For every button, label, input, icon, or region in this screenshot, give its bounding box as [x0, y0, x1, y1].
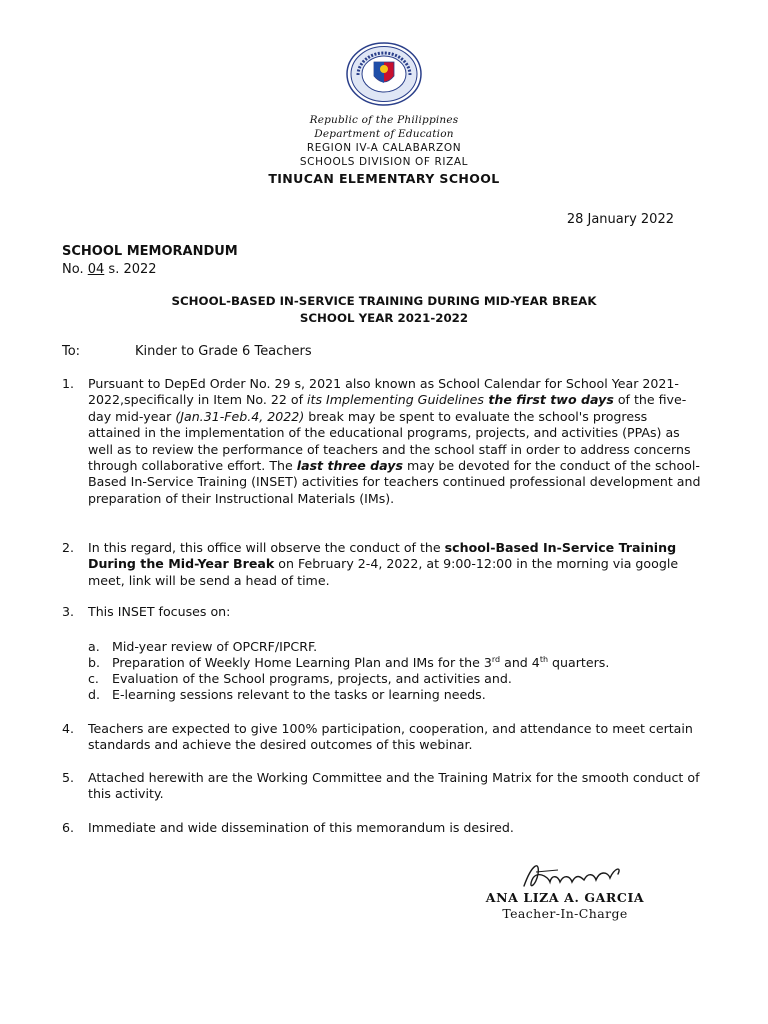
item-number: 2.	[62, 540, 75, 555]
item1-text-a: Pursuant to DepEd Order No. 29 s, 2021 also known as School Calendar for School Year 2021-2022,specifically in Item No. 22 of	[88, 376, 679, 408]
item-text: Attached herewith are the Working Committee and the Training Matrix for the smooth conduct of this activity.	[88, 770, 700, 802]
focus-b-text-b: and 4	[500, 655, 540, 670]
item1-text-h: may be devoted for the conduct of the school-Based In-Service Training (INSET) activities for teachers continued professional development and preparation of their Instructional Materials (IMs).	[88, 458, 701, 506]
focus-b-text-a: Preparation of Weekly Home Learning Plan and IMs for the 3	[112, 655, 492, 670]
school-name: TINUCAN ELEMENTARY SCHOOL	[268, 171, 500, 186]
handwritten-signature-icon	[518, 856, 628, 894]
item-number: 3.	[62, 604, 75, 619]
item1-text-c: the first two days	[483, 392, 614, 408]
subject-line-2: SCHOOL YEAR 2021-2022	[299, 311, 469, 325]
region-line: REGION IV-A CALABARZON	[306, 142, 462, 154]
item-text: Teachers are expected to give 100% participation, cooperation, and attendance to meet certain standards and achieve the desired outcomes of this webinar.	[88, 721, 693, 753]
item-number: 4.	[62, 721, 75, 736]
focus-text: E-learning sessions relevant to the tasks or learning needs.	[112, 687, 486, 702]
item-text: This INSET focuses on:	[88, 604, 231, 619]
department-line: Department of Education	[314, 128, 454, 140]
item-text	[88, 376, 702, 507]
item-number: 6.	[62, 820, 75, 835]
memo-date: 28 January 2022	[566, 212, 674, 227]
signatory-name: ANA LIZA A. GARCIA	[485, 890, 645, 905]
item1-text-b: its Implementing Guidelines	[307, 392, 484, 408]
focus-b-sup-1: rd	[491, 654, 501, 664]
to-recipients: Kinder to Grade 6 Teachers	[135, 344, 312, 359]
focus-letter: d.	[88, 687, 100, 702]
item2-text-a: In this regard, this office will observe the conduct of the	[88, 540, 445, 555]
focus-letter: b.	[88, 655, 100, 670]
item1-text-g: last three days	[296, 458, 403, 474]
item2-text-b: school-Based In-Service Training During the Mid-Year Break	[88, 540, 677, 572]
focus-letter: a.	[88, 639, 100, 654]
item-number: 5.	[62, 770, 75, 785]
focus-letter: c.	[88, 671, 99, 686]
to-label: To:	[62, 344, 81, 359]
item2-text-c: on February 2-4, 2022, at 9:00-12:00 in the morning via google meet, link will be send a head of time.	[88, 556, 679, 588]
focus-text: Evaluation of the School programs, projects, and activities and.	[112, 671, 512, 686]
memo-no-value: 04	[87, 262, 105, 277]
republic-line: Republic of the Philippines	[309, 114, 459, 126]
item-text	[88, 540, 702, 589]
memo-no-prefix: No.	[62, 262, 84, 277]
memo-no-suffix: s. 2022	[108, 262, 157, 277]
item-text: Immediate and wide dissemination of this memorandum is desired.	[88, 820, 514, 835]
division-line: SCHOOLS DIVISION OF RIZAL	[299, 156, 469, 168]
focus-b-text-c: quarters.	[548, 655, 610, 670]
focus-text: Mid-year review of OPCRF/IPCRF.	[112, 639, 318, 654]
signatory-role: Teacher-In-Charge	[502, 906, 628, 921]
deped-seal-icon	[346, 42, 422, 106]
subject-line-1: SCHOOL-BASED IN-SERVICE TRAINING DURING MID-YEAR BREAK	[171, 294, 597, 308]
memo-number	[62, 262, 157, 277]
focus-text	[112, 655, 609, 671]
memo-title: SCHOOL MEMORANDUM	[62, 244, 238, 259]
item1-text-f: break may be spent to evaluate the school's progress attained in the implementation of the educational programs, projects, and activities (PPAs) as well as to review the performance of teachers and the school staff in order to address concerns through collaborative effort. The	[88, 408, 691, 474]
item-number: 1.	[62, 376, 75, 391]
item1-text-d: of the five-day mid-year	[88, 392, 687, 424]
item1-text-e: (Jan.31-Feb.4, 2022)	[175, 408, 305, 424]
focus-b-sup-2: th	[539, 654, 549, 664]
